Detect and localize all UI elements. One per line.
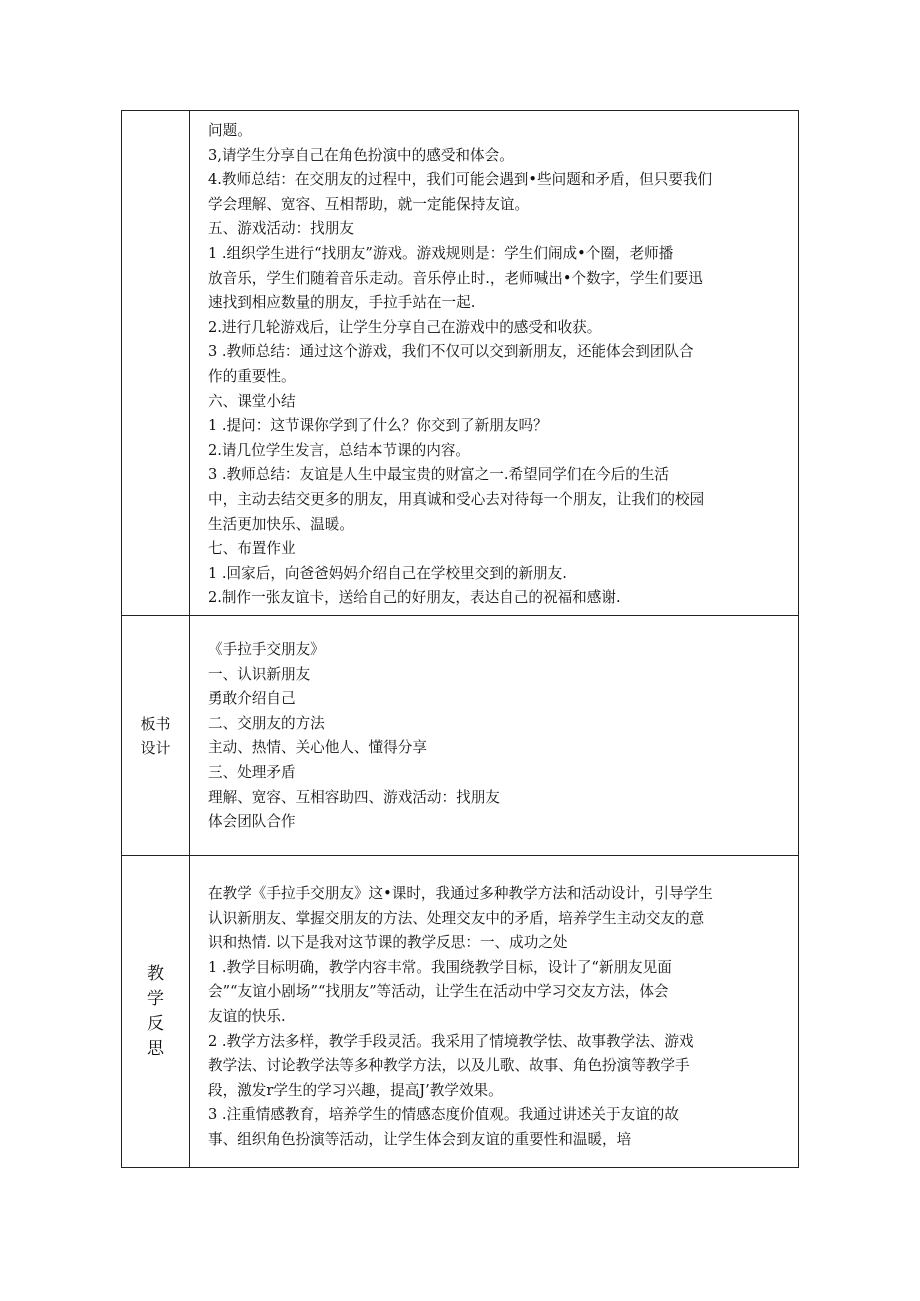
board-design-content (190, 616, 798, 841)
procedure-line: 作的重要性。 (208, 367, 296, 385)
procedure-line: 六、课堂小结 (208, 392, 296, 410)
board-design-line: 三、处理矛盾 (208, 763, 296, 781)
teaching-reflection-label: 教学反思 (147, 963, 164, 1059)
board-design-content-cell (190, 616, 799, 856)
teaching-reflection-content-cell (190, 856, 799, 1168)
board-design-line: 二、交朋友的方法 (208, 714, 325, 732)
procedure-line: 中，主动去结交更多的朋友，用真诚和受心去对待每一个朋友，让我们的校园 (208, 490, 705, 508)
reflection-line: 1 .教学目标明确，教学内容丰常。我围绕教学目标，设计了“新朋友见面 (208, 958, 672, 976)
reflection-line: 教学法、讨论教学法等多种教学方法，以及儿歌、故事、角色扮演等教学手 (208, 1057, 690, 1075)
reflection-line: 会”“友谊小剧场”“找朋友”等活动，让学生在活动中学习交友方法，体会 (208, 983, 669, 1001)
board-design-line: 体会团队合作 (208, 813, 296, 831)
board-design-label-cell (122, 616, 190, 856)
procedure-line: 五、游戏活动：找朋友 (208, 220, 354, 238)
procedure-line: 生活更加快乐、温暖。 (208, 515, 354, 533)
board-design-line: 一、认识新朋友 (208, 665, 311, 683)
reflection-line: 事、组织角色扮演等活动，让学生体会到友谊的重要性和温暖，培 (208, 1130, 632, 1148)
board-design-row (122, 616, 799, 856)
procedure-line: 2.请几位学生发言，总结本节课的内容。 (208, 441, 471, 459)
procedure-line: 问题。 (208, 122, 252, 139)
procedure-content (190, 111, 798, 615)
reflection-line: 识和热情. 以下是我对这节课的教学反思：一、成功之处 (208, 934, 568, 952)
reflection-line: 友谊的快乐. (208, 1007, 286, 1025)
procedure-line: 七、布置作业 (208, 540, 296, 558)
procedure-line: 2.制作一张友谊卡，送给自己的好朋友，表达自己的祝福和感谢. (208, 589, 621, 607)
reflection-line: 在教学《手拉手交朋友》这•课时，我通过多种教学方法和活动设计，引导学生 (208, 885, 713, 902)
procedure-line: 4.教师总结：在交朋友的过程中，我们可能会遇到•些问题和矛盾，但只要我们 (208, 171, 713, 189)
procedure-label-cell (122, 111, 190, 616)
procedure-line: 1 .提问：这节课你学到了什么？你交到了新朋友吗？ (208, 417, 548, 435)
procedure-line: 1 .回家后，向爸爸妈妈介绍自己在学校里交到的新朋友. (208, 564, 567, 582)
procedure-line: 3 .教师总结：通过这个游戏，我们不仅可以交到新朋友，还能体会到团队合 (208, 343, 694, 361)
board-design-line: 《手拉手交朋友》 (208, 641, 325, 658)
procedure-line: 学会理解、宽容、互相帮助，就一定能保持友谊。 (208, 195, 530, 213)
reflection-line: 认识新朋友、掌握交朋友的方法、处理交友中的矛盾，培养学生主动交友的意 (208, 909, 705, 927)
lesson-plan-table (121, 110, 799, 1168)
board-design-line: 理解、宽容、互相容助四、游戏活动：找朋友 (208, 788, 500, 806)
procedure-line: 1 .组织学生进行“找朋友”游戏。游戏规则是：学生们闹成•个圈，老师播 (208, 244, 674, 262)
teaching-reflection-content (190, 856, 798, 1159)
procedure-line: 2.进行几轮游戏后，让学生分享自己在游戏中的感受和收获。 (208, 318, 602, 336)
reflection-line: 3 .注重情感教育，培养学生的情感态度价值观。我通过讲述关于友谊的故 (208, 1106, 679, 1124)
procedure-line: 速找到相应数量的朋友，手拉手站在一起. (208, 294, 476, 312)
board-design-line: 主动、热情、关心他人、懂得分享 (208, 739, 427, 757)
procedure-row (122, 111, 799, 616)
board-design-line: 勇敢介绍自己 (208, 690, 296, 708)
procedure-line: 放音乐，学生们随着音乐走动。音乐停止时.，老师喊出•个数字，学生们要迅 (208, 269, 703, 287)
procedure-line: 3 .教师总结：友谊是人生中最宝贵的财富之一.希望同学们在今后的生活 (208, 466, 670, 484)
reflection-line: 2 .教学方法多样，教学手段灵活。我采用了情境教学怯、故事教学法、游戏 (208, 1032, 694, 1050)
reflection-line: 段，激发r学生的学习兴趣，提高J’教学效果。 (208, 1081, 503, 1099)
procedure-line: 3,请学生分享自己在角色扮演中的感受和体会。 (208, 146, 514, 164)
teaching-reflection-row (122, 856, 799, 1168)
teaching-reflection-label-cell (122, 856, 190, 1168)
board-design-label: 板书设计 (140, 714, 171, 757)
procedure-content-cell (190, 111, 799, 616)
